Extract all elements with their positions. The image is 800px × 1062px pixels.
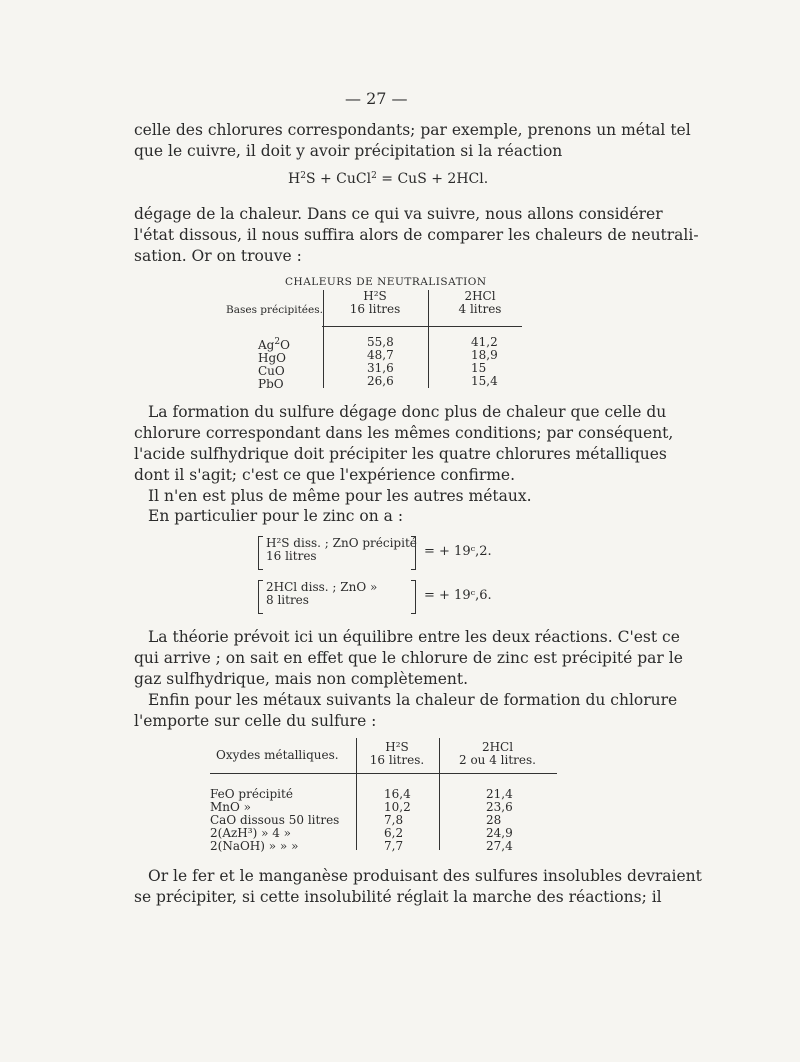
table1-bases [258, 336, 290, 391]
table2-rule [210, 773, 557, 774]
para1-line2: que le cuivre, il doit y avoir précipitation si la réaction [134, 142, 563, 160]
table1-h2s-values: 55,8 48,7 31,6 26,6 [367, 335, 394, 388]
bracket-left-2 [258, 580, 263, 614]
table1-hcl-values: 41,2 18,9 15 15,4 [471, 335, 498, 388]
zinc-line1: H²S diss. ; ZnO précipité 16 litres [266, 536, 417, 563]
para3-line2: chlorure correspondant dans les mêmes conditions; par conséquent, [134, 424, 674, 442]
para4-line5: l'emporte sur celle du sulfure : [134, 712, 377, 730]
reaction-equation: $H^2S$ + CuCl$^2$ = CuS + 2HCl. [288, 171, 489, 187]
table-row: PbO [258, 377, 284, 391]
para4-line1: La théorie prévoit ici un équilibre entre les deux réactions. C'est ce [148, 628, 680, 646]
bracket-right-2 [411, 580, 416, 614]
table2-col2-header: 2HCl 2 ou 4 litres. [459, 740, 536, 767]
table2-col1-header: H²S 16 litres. [369, 740, 425, 767]
para3-line3: l'acide sulfhydrique doit précipiter les quatre chlorures métalliques [134, 445, 667, 463]
para4-line2: qui arrive ; on sait en effet que le chlorure de zinc est précipité par le [134, 649, 683, 667]
table1-col0-header: Bases précipitées. [226, 304, 323, 316]
table-row: 2(AzH³) » 4 » [210, 826, 292, 840]
table-row: 2(NaOH) » » » [210, 839, 299, 853]
para3-line5: Il n'en est plus de même pour les autres métaux. [148, 487, 532, 505]
table-row: MnO » [210, 800, 252, 814]
table1-rule [322, 326, 522, 327]
zinc-result2: = + 19ᶜ,6. [424, 588, 492, 603]
para4-line3: gaz sulfhydrique, mais non complètement. [134, 670, 469, 688]
zinc-line2: 2HCl diss. ; ZnO » 8 litres [266, 580, 378, 607]
para5-line1: Or le fer et le manganèse produisant des sulfures insolubles devraient [148, 867, 702, 885]
table-row: HgO [258, 351, 286, 365]
table2-h2s-values: 16,4 10,2 7,8 6,2 7,7 [384, 787, 411, 853]
table1-title: CHALEURS DE NEUTRALISATION [285, 276, 487, 288]
table2-oxides [210, 788, 339, 853]
bracket-left-1 [258, 536, 263, 570]
zinc-result1: = + 19ᶜ,2. [424, 544, 492, 559]
table-row: Ag$^2$O [258, 337, 290, 352]
table1-col1-header: H²S 16 litres [349, 289, 401, 316]
para2-line1: dégage de la chaleur. Dans ce qui va suivre, nous allons considérer [134, 205, 663, 223]
para3-line6: En particulier pour le zinc on a : [148, 507, 404, 525]
table2-hcl-values: 21,4 23,6 28 24,9 27,4 [486, 787, 513, 853]
table2-divider-1 [356, 738, 357, 850]
para3-line1: La formation du sulfure dégage donc plus de chaleur que celle du [148, 403, 667, 421]
page-number: — 27 — [345, 89, 408, 108]
para1-line1: celle des chlorures correspondants; par exemple, prenons un métal tel [134, 121, 691, 139]
table2-col0-header: Oxydes métalliques. [216, 748, 339, 762]
table-row: CaO dissous 50 litres [210, 813, 340, 827]
para2-line3: sation. Or on trouve : [134, 247, 302, 265]
table1-col2-header: 2HCl 4 litres [458, 289, 502, 316]
para3-line4: dont il s'agit; c'est ce que l'expérience confirme. [134, 466, 516, 484]
para2-line2: l'état dissous, il nous suffira alors de comparer les chaleurs de neutrali- [134, 226, 699, 244]
table-row: FeO précipité [210, 787, 293, 801]
table1-divider-1 [323, 290, 324, 388]
bracket-right-1 [411, 536, 416, 570]
para5-line2: se précipiter, si cette insolubilité réglait la marche des réactions; il [134, 888, 662, 906]
para4-line4: Enfin pour les métaux suivants la chaleur de formation du chlorure [148, 691, 678, 709]
table-row: CuO [258, 364, 285, 378]
table1-divider-2 [428, 290, 429, 388]
table2-divider-2 [439, 738, 440, 850]
